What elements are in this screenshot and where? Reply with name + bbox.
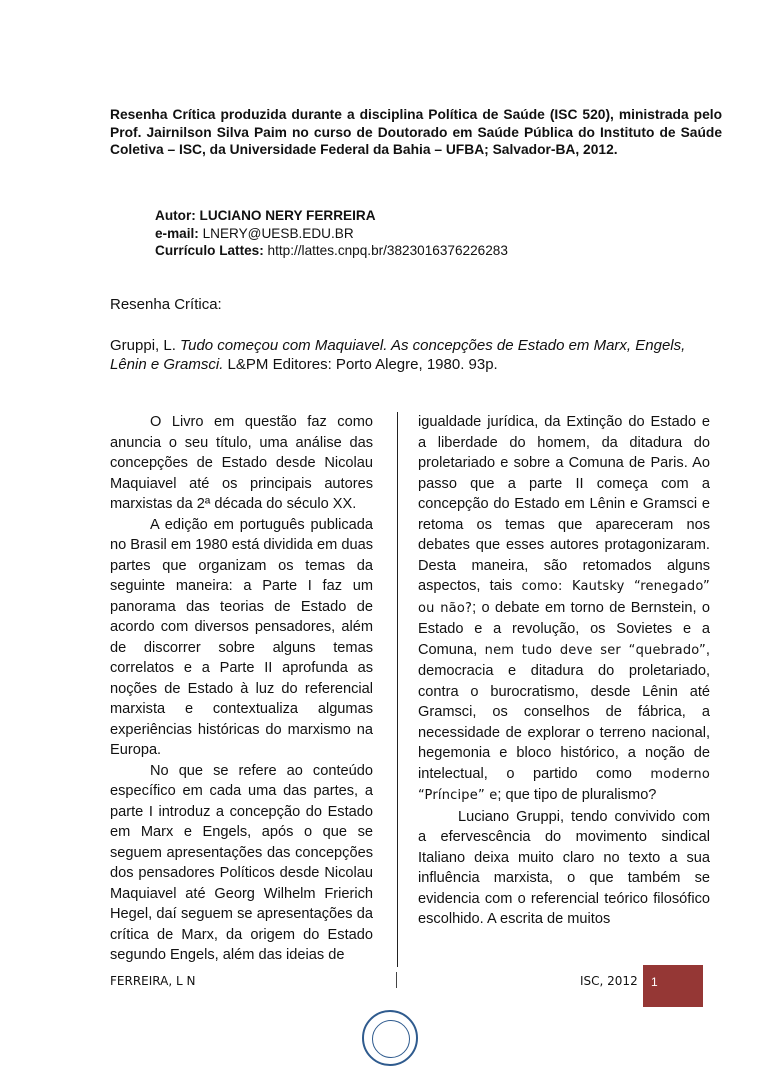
rp1-d: nem tudo deve ser “quebrado” bbox=[484, 642, 706, 658]
email-label: e-mail: bbox=[155, 225, 199, 241]
rp1-g: ; que tipo de pluralismo? bbox=[497, 787, 657, 803]
column-divider bbox=[397, 412, 398, 967]
rp1-b: como: Kautsky “renegado” ou não? bbox=[418, 579, 710, 616]
email-line bbox=[155, 225, 508, 243]
institution-seal-icon bbox=[362, 1010, 418, 1066]
document-header bbox=[110, 106, 722, 159]
seal-inner-ring bbox=[372, 1020, 410, 1058]
email-value[interactable]: LNERY@UESB.EDU.BR bbox=[198, 225, 354, 241]
author-name: Autor: LUCIANO NERY FERREIRA bbox=[155, 208, 376, 223]
citation-prefix: Gruppi, L. bbox=[110, 337, 181, 354]
left-paragraph-1: O Livro em questão faz como anuncia o seu título, uma análise das concepções de Estado desde Nicolau Maquiavel até os principais autores marxistas da 2ª década do século XX. bbox=[110, 414, 373, 512]
rp1-f: moderno “Príncipe” e bbox=[418, 766, 710, 803]
rp1-c: ; o debate em torno de Bernstein, o Estado e a revolução, os Sovietes e a Comuna, bbox=[418, 599, 710, 658]
left-paragraph-2: A edição em português publicada no Brasil em 1980 está dividida em duas partes que organizam os temas da seguinte maneira: a Parte I faz um panorama das teorias de Estado de acordo com diversos pensadores, além de discorrer sobre alguns temas correlatos e a Parte II aprofunda as noções de Estado à luz do referencial marxista e contextualiza algumas experiências históricas do marxismo na Europa. bbox=[110, 516, 373, 758]
right-paragraph-2: Luciano Gruppi, tendo convivido com a efervescência do movimento sindical Italiano deixa muito claro no texto a sua influência marxista, o que também se evidencia com o referencial teórico filosófico escolhido. A escrita de muitos bbox=[418, 808, 710, 927]
author-block bbox=[155, 207, 508, 260]
right-column bbox=[418, 412, 710, 930]
lattes-label: Currículo Lattes: bbox=[155, 243, 264, 258]
citation-title: Tudo começou com Maquiavel. As concepções de Estado em Marx, Engels, Lênin e Gramsci. bbox=[110, 337, 686, 373]
right-paragraph-1 bbox=[418, 412, 710, 807]
citation bbox=[110, 337, 710, 374]
page-number: 1 bbox=[651, 975, 658, 989]
footer-separator bbox=[396, 972, 397, 988]
header-text: Resenha Crítica produzida durante a disciplina Política de Saúde (ISC 520), ministrada pelo Prof. Jairnilson Silva Paim no curso de Doutorado em Saúde Pública do Instituto de Saúde Coletiva – ISC, da Universidade Federal da Bahia – UFBA; Salvador-BA, 2012. bbox=[110, 107, 722, 157]
left-paragraph-3: No que se refere ao conteúdo específico em cada uma das partes, a parte I introduz a concepção do Estado em Marx e Engels, após o que se seguem apresentações das concepções dos pensadores Políticos desde Nicolau Maquiavel até Georg Wilhelm Frierich Hegel, daí seguem se apresentações da crítica de Marx, da origem do Estado segundo Engels, além das ideias de bbox=[110, 762, 373, 963]
footer-author: FERREIRA, L N bbox=[110, 974, 196, 988]
rp1-e: , democracia e ditadura do proletariado, contra o burocratismo, desde Lênin até Gramsci, os conselhos de fábrica, a necessidade de explorar o terreno nacional, hegemonia e bloco histórico, a noção de intelectual, o partido como bbox=[418, 641, 710, 782]
citation-suffix: L&PM Editores: Porto Alegre, 1980. 93p. bbox=[223, 355, 498, 373]
left-column bbox=[110, 412, 373, 966]
lattes-link[interactable]: http://lattes.cnpq.br/3823016376226283 bbox=[263, 243, 508, 258]
review-label: Resenha Crítica: bbox=[110, 296, 222, 313]
page-number-box bbox=[643, 965, 703, 1007]
lattes-line bbox=[155, 242, 508, 260]
author-line bbox=[155, 207, 508, 225]
footer-isc: ISC, 2012 bbox=[580, 974, 638, 988]
rp1-a: igualdade jurídica, da Extinção do Estado e a liberdade do homem, da ditadura do proletariado e sobre a Comuna de Paris. Ao passo que a parte II começa com a concepção do Estado em Lênin e Gramsci e retoma os temas que apareceram nos debates que esses autores protagonizaram. Desta maneira, são retomados alguns aspectos, tais bbox=[418, 414, 710, 594]
